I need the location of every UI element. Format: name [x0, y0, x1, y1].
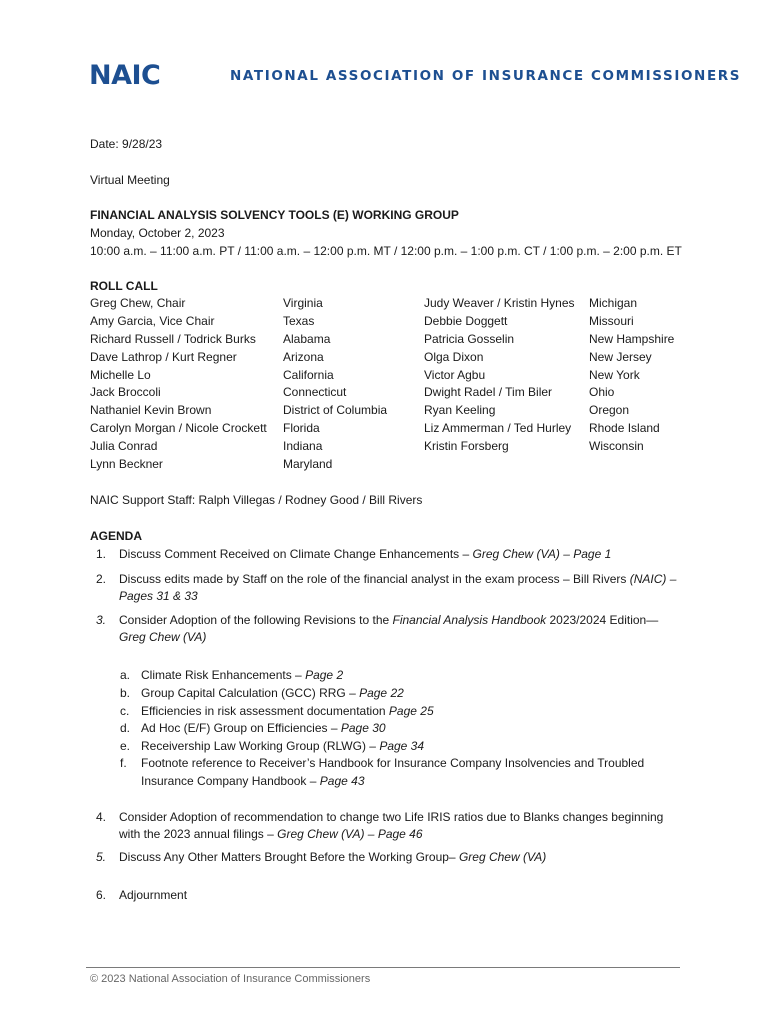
roll-state: Oregon — [589, 403, 630, 418]
agenda-item-text: Discuss Any Other Matters Brought Before the Working Group– — [119, 850, 459, 864]
letterhead — [89, 60, 742, 92]
subitem-text: Ad Hoc (E/F) Group on Efficiencies – — [141, 721, 341, 735]
subitem-e — [141, 738, 661, 756]
roll-state: Michigan — [589, 296, 638, 310]
support-staff: NAIC Support Staff: Ralph Villegas / Rodney Good / Bill Rivers — [90, 493, 423, 507]
meeting-time: 10:00 a.m. – 11:00 a.m. PT / 11:00 a.m. – 12:00 p.m. MT / 12:00 p.m. – 1:00 p.m. CT / 1:00 p.m. – 2:00 p.m. ET — [90, 244, 682, 258]
agenda-item-text: Discuss edits made by Staff on the role of the financial analyst in the exam process – Bill Rivers — [119, 572, 630, 586]
agenda-item-text: Discuss Comment Received on Climate Change Enhancements – — [119, 547, 473, 561]
subitem-a — [141, 667, 661, 685]
subitem-page: Page 30 — [340, 721, 386, 735]
roll-state: Arizona — [283, 349, 324, 364]
roll-call-right-names — [424, 295, 575, 456]
subitem-page: Page 22 — [359, 686, 404, 700]
roll-call-left-names — [90, 295, 267, 474]
copyright-footer: © 2023 National Association of Insurance Commissioners — [90, 973, 371, 985]
agenda-item-3 — [119, 612, 679, 646]
subitem-text: Climate Risk Enhancements – — [141, 668, 306, 682]
agenda-item-pages: Pages 31 & 33 — [119, 589, 198, 603]
subitem-text: Footnote reference to Receiver’s Handbook for Insurance Company Insolvencies and Troubled Insurance Company Handbook – — [141, 756, 645, 788]
subitem-letter: c. — [120, 704, 130, 718]
roll-call-left-states — [283, 295, 387, 474]
subitem-text: Receivership Law Working Group (RLWG) – — [141, 739, 380, 753]
memo-date: Date: 9/28/23 — [90, 137, 163, 151]
agenda-item-number: 4. — [96, 810, 107, 824]
roll-name: Patricia Gosselin — [424, 331, 515, 346]
agenda-item-number: 5. — [96, 850, 107, 864]
subitem-d — [141, 720, 661, 738]
subitem-f — [141, 755, 661, 791]
roll-state: Texas — [283, 313, 315, 328]
roll-name: Nathaniel Kevin Brown — [90, 403, 212, 418]
subitem-letter: f. — [120, 756, 127, 770]
roll-name: Judy Weaver / Kristin Hynes — [424, 296, 575, 310]
roll-state: District of Columbia — [283, 403, 388, 418]
agenda-item-text-2: 2023/2024 Edition— — [546, 613, 659, 627]
subitem-c — [141, 703, 661, 721]
roll-state: Florida — [283, 421, 320, 436]
subitem-letter: b. — [120, 686, 131, 700]
roll-name: Dwight Radel / Tim Biler — [424, 385, 553, 400]
roll-state: Maryland — [283, 457, 333, 472]
working-group-title: FINANCIAL ANALYSIS SOLVENCY TOOLS (E) WORKING GROUP — [90, 208, 459, 222]
subitem-page: Page 25 — [388, 704, 434, 718]
agenda-item-presenter: (NAIC) – — [629, 572, 677, 586]
roll-state: Missouri — [589, 313, 634, 328]
roll-name: Greg Chew, Chair — [90, 296, 186, 310]
subitem-b — [141, 685, 661, 703]
meeting-date: Monday, October 2, 2023 — [90, 226, 225, 240]
roll-name: Michelle Lo — [90, 367, 151, 382]
agenda-item-presenter: Greg Chew (VA) – Page 46 — [277, 827, 423, 841]
roll-state: California — [283, 367, 334, 382]
agenda-item-1 — [119, 546, 679, 563]
footer-divider — [86, 967, 680, 968]
agenda-item-2 — [119, 571, 679, 605]
agenda-item-number: 2. — [96, 572, 107, 586]
roll-name: Julia Conrad — [90, 439, 158, 454]
subitem-letter: a. — [120, 668, 131, 682]
agenda-item-number: 1. — [96, 547, 107, 561]
roll-state: Alabama — [283, 331, 331, 346]
subitem-text: Efficiencies in risk assessment documentation — [141, 704, 389, 718]
roll-state: Ohio — [589, 385, 615, 400]
agenda-item-presenter: Greg Chew (VA) – Page 1 — [472, 547, 612, 561]
agenda-item-text: Consider Adoption of recommendation to change two Life IRIS ratios due to Blanks changes beginning with the 2023 annual filings – — [119, 810, 664, 841]
subitem-letter: d. — [120, 721, 131, 735]
roll-name: Dave Lathrop / Kurt Regner — [90, 349, 237, 364]
agenda-item-number: 3. — [96, 613, 107, 627]
roll-name: Debbie Doggett — [424, 313, 508, 328]
agenda-item-6: Adjournment — [119, 888, 188, 902]
roll-name: Amy Garcia, Vice Chair — [90, 313, 215, 328]
roll-name: Olga Dixon — [424, 349, 484, 364]
agenda-item-text: Consider Adoption of the following Revisions to the — [119, 613, 393, 627]
subitem-text: Group Capital Calculation (GCC) RRG – — [141, 686, 360, 700]
roll-call-right-states — [589, 295, 674, 456]
roll-name: Lynn Beckner — [90, 457, 163, 472]
roll-name: Ryan Keeling — [424, 403, 496, 418]
roll-name: Kristin Forsberg — [424, 439, 509, 454]
roll-name: Jack Broccoli — [90, 385, 161, 400]
handbook-title: Financial Analysis Handbook — [392, 613, 547, 627]
meeting-type: Virtual Meeting — [90, 173, 170, 187]
agenda-item-4 — [119, 809, 679, 843]
roll-state: Wisconsin — [589, 439, 644, 454]
subitem-letter: e. — [120, 739, 131, 753]
roll-state: New Hampshire — [589, 331, 675, 346]
roll-state: Rhode Island — [589, 421, 660, 436]
subitem-page: Page 43 — [319, 773, 365, 788]
roll-name: Richard Russell / Todrick Burks — [90, 331, 256, 346]
agenda-item-presenter: Greg Chew (VA) — [119, 630, 207, 644]
organization-name: NATIONAL ASSOCIATION OF INSURANCE COMMISSIONERS — [230, 68, 742, 84]
roll-state: New York — [589, 367, 640, 382]
agenda-heading: AGENDA — [90, 529, 143, 543]
agenda-item-5 — [119, 849, 679, 866]
agenda-item-number: 6. — [96, 888, 107, 902]
roll-state: Indiana — [283, 439, 323, 454]
subitem-page: Page 34 — [379, 739, 425, 753]
roll-call-heading: ROLL CALL — [90, 279, 158, 293]
subitem-page: Page 2 — [305, 668, 344, 682]
roll-name: Carolyn Morgan / Nicole Crockett — [90, 421, 267, 436]
roll-state: Virginia — [283, 296, 323, 310]
agenda-item-presenter: Greg Chew (VA) — [458, 850, 547, 864]
roll-state: Connecticut — [283, 385, 347, 400]
roll-name: Victor Agbu — [424, 367, 486, 382]
roll-state: New Jersey — [589, 349, 652, 364]
roll-name: Liz Ammerman / Ted Hurley — [424, 421, 572, 436]
naic-logo: NAIC — [89, 60, 161, 91]
